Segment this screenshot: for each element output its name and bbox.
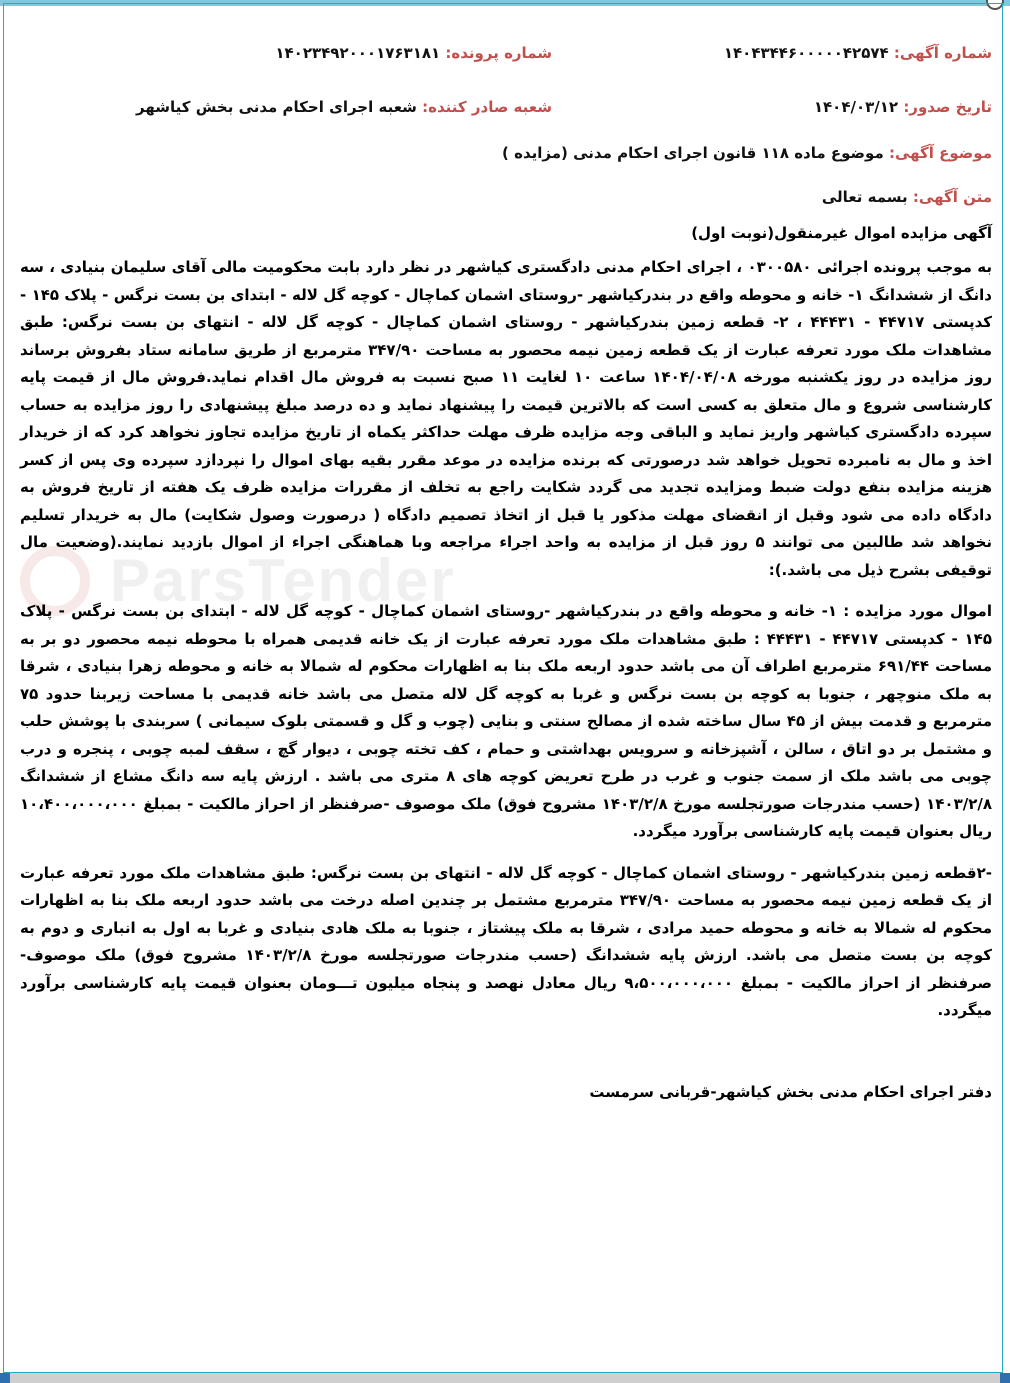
notice-title: آگهی مزایده اموال غیرمنقول(نوبت اول) [691, 224, 992, 242]
scroll-right-icon[interactable] [1000, 1373, 1010, 1383]
notice-content [20, 30, 992, 1101]
text-line [20, 188, 992, 206]
notice-number-value: ۱۴۰۴۳۴۴۶۰۰۰۰۰۴۲۵۷۴ [723, 44, 889, 62]
scroll-left-icon[interactable] [0, 1373, 10, 1383]
issuing-branch [136, 98, 552, 116]
issue-date [814, 98, 992, 116]
issuing-branch-label: شعبه صادر کننده: [422, 98, 552, 116]
notice-paragraph-1: به موجب پرونده اجرائی ۰۳۰۰۵۸۰ ، اجرای احکام مدنی دادگستری کیاشهر در نظر دارد بابت محکومیت مالی آقای سلیمان بنیادی ، سه دانگ از ششدانگ ۱- خانه و محوطه واقع در بندرکیاشهر -روستای اشمان کماچال - کوچه گل لاله - ابتدای بن بست نرگس - پلاک ۱۴۵ - کدپستی ۴۴۷۱۷ - ۴۴۴۳۱ ، ۲- قطعه زمین بندرکیاشهر - روستای اشمان کماچال - کوچه گل لاله - انتهای بن بست نرگس: طبق مشاهدات ملک مورد تعرفه عبارت از یک قطعه زمین نیمه محصور به مساحت ۳۴۷/۹۰ مترمربع از طریق سامانه ستاد بفروش برساند روز مزایده در روز یکشنبه مورخه ۱۴۰۴/۰۴/۰۸ ساعت ۱۰ لغایت ۱۱ صبح نسبت به فروش مال اقدام نماید.فروش مال از قیمت پایه کارشناسی شروع و مال متعلق به کسی است که بالاترین قیمت را پیشنهاد نماید و ده درصد مبلغ پیشنهادی را روز مزایده به حساب سپرده دادگستری کیاشهر واریز نماید و الباقی وجه مزایده ظرف مهلت حداکثر یکماه از تاریخ مزایده تجاوز نخواهد کرد که از خریدار اخذ و مال به نامبرده تحویل خواهد شد درصورتی که برنده مزایده در موعد مقرر بقیه بهای اموال را نپردازد سپرده وی پس از کسر هزینه مزایده بنفع دولت ضبط ومزایده تجدید می گردد شکایت راجع به تخلف از مقررات مزایده ظرف یک هفته از تاریخ فروش به دادگاه داده می شود وقبل از انقضای مهلت مذکور یا قبل از اتخاذ تصمیم دادگاه ( درصورت وصول شکایت) مال به خریدار تسلیم نخواهد شد طالبین می توانند ۵ روز قبل از مزایده به واحد اجراء مراجعه وبا هماهنگی اجراء از اموال بازدید نمایند.(وضعیت مال توقیفی بشرح ذیل می باشد.): [20, 258, 993, 579]
horizontal-scrollbar[interactable] [0, 1373, 1010, 1383]
text-value: بسمه تعالی [821, 188, 908, 206]
subject-value: موضوع ماده ۱۱۸ قانون اجرای احکام مدنی (مزایده ) [502, 144, 884, 162]
file-number-label: شماره پرونده: [445, 44, 552, 62]
subject-label: موضوع آگهی: [888, 144, 992, 162]
file-number [275, 44, 552, 62]
issue-date-label: تاریخ صدور: [903, 98, 992, 116]
signature: دفتر اجرای احکام مدنی بخش کیاشهر-قربانی سرمست [589, 1082, 992, 1101]
notice-paragraph-3: -۲قطعه زمین بندرکیاشهر - روستای اشمان کماچال - کوچه گل لاله - انتهای بن بست نرگس: طبق مشاهدات ملک مورد تعرفه عبارت از یک قطعه زمین نیمه محصور به مساحت ۳۴۷/۹۰ مترمربع مشتمل بر چندین اصله درخت می باشد حدود اربعه ملک بنا به اظهارات محکوم له شمالا به خانه و محوطه حمید مرادی ، شرقا به ملک پیشتاز ، جنوبا به ملک هادی بنیادی و غربا به اول به انباری و دوم به کوچه بن بست متصل می باشد. ارزش پایه ششدانگ (حسب مندرجات صورتجلسه مورخ ۱۴۰۳/۲/۸ مشروح فوق) ملک موصوف- صرفنظر از احراز مالکیت - بمبلغ ۹،۵۰۰،۰۰۰،۰۰۰ ریال معادل نهصد و پنجاه میلیون تـــومان بعنوان قیمت پایه کارشناسی برآورد میگردد. [20, 863, 992, 1019]
notice-number-label: شماره آگهی: [893, 44, 992, 62]
subject-line [20, 144, 992, 162]
meta-row-date-branch [20, 84, 992, 138]
notice-number [724, 44, 992, 62]
watermark-text: ParsTender [110, 547, 456, 614]
text-label: متن آگهی: [912, 188, 992, 206]
issue-date-value: ۱۴۰۴/۰۳/۱۲ [813, 98, 899, 116]
file-number-value: ۱۴۰۲۳۴۹۲۰۰۰۱۷۶۳۱۸۱ [275, 44, 441, 62]
notice-paragraph-2: اموال مورد مزایده : ۱- خانه و محوطه واقع در بندرکیاشهر -روستای اشمان کماچال - کوچه گل لاله - ابتدای بن بست نرگس - پلاک ۱۴۵ - کدپستی ۴۴۷۱۷ - ۴۴۴۳۱ : طبق مشاهدات ملک مورد تعرفه عبارت از یک خانه قدیمی همراه با محوطه نیمه محصور دو بر به مساحت ۶۹۱/۴۴ مترمربع اطراف آن می باشد حدود اربعه ملک بنا به اظهارات محکوم له شمالا به خانه و محوطه زهرا بنیادی ، شرقا به ملک منوچهر ، جنوبا به کوچه بن بست نرگس و غربا به کوچه گل لاله متصل می باشد خانه قدیمی با مساحت زیربنا حدود ۷۵ مترمربع و قدمت بیش از ۴۵ سال ساخته شده از مصالح سنتی و بنایی (چوب و گل و قسمتی بلوک سیمانی ) سربندی با پوشش حلب و مشتمل بر دو اتاق ، سالن ، آشپزخانه و سرویس بهداشتی و حمام ، کف تخته چوبی ، دیوار گچ ، سقف لمبه چوبی ، پنجره و درب چوبی می باشد ملک از سمت جنوب و غرب در طرح تعریض کوچه های ۸ متری می باشد . ارزش پایه سه دانگ مشاع از ششدانگ ۱۴۰۳/۲/۸ (حسب مندرجات صورتجلسه مورخ ۱۴۰۳/۲/۸ مشروح فوق) ملک موصوف -صرفنظر از احراز مالکیت - بمبلغ ۱۰،۴۰۰،۰۰۰،۰۰۰ ریال بعنوان قیمت پایه کارشناسی برآورد میگردد. [20, 602, 993, 840]
issuing-branch-value: شعبه اجرای احکام مدنی بخش کیاشهر [136, 98, 417, 116]
meta-row-numbers [20, 30, 992, 84]
